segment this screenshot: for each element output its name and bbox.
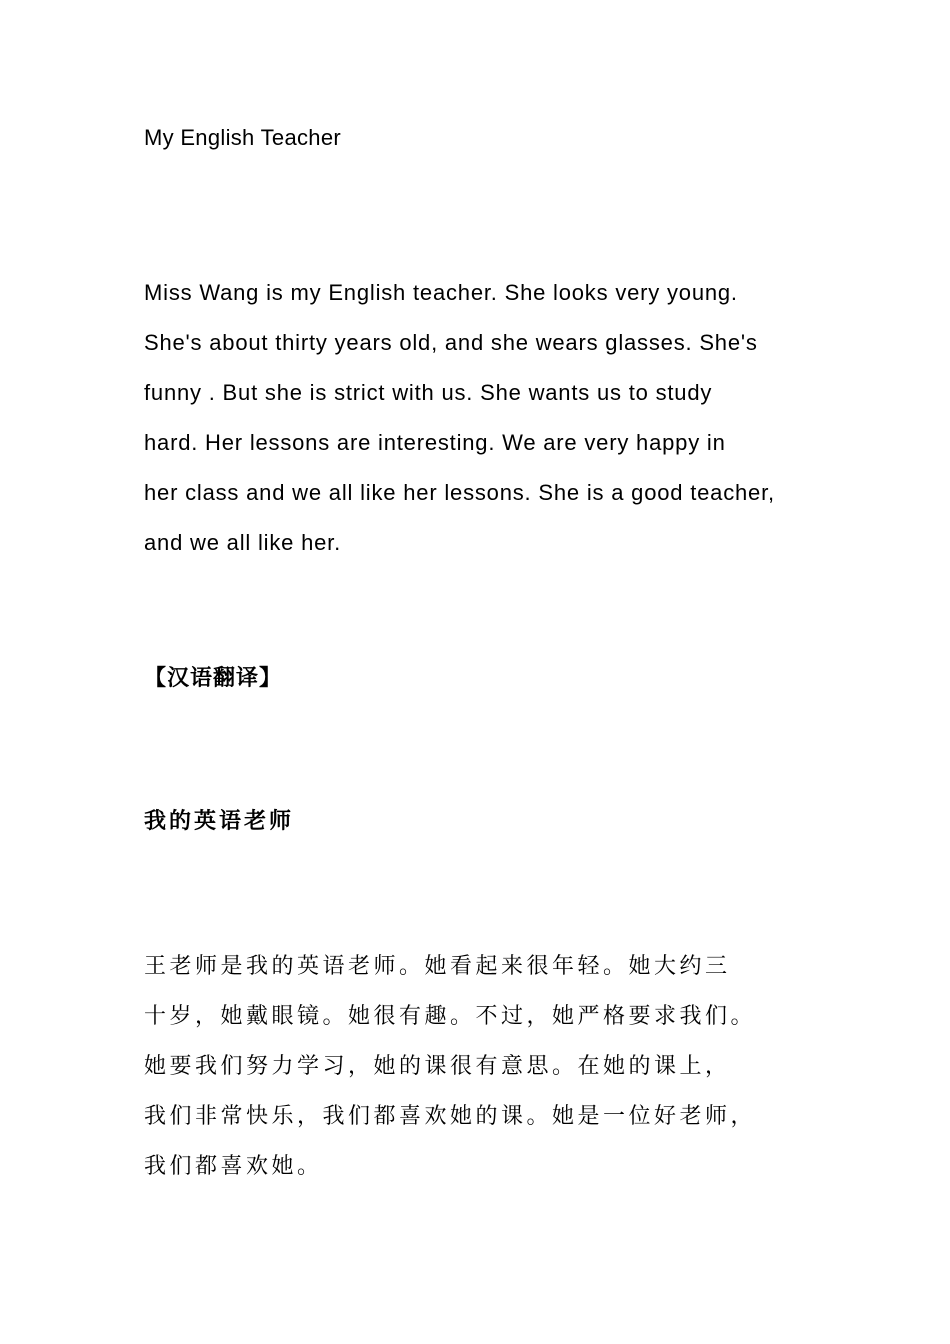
chinese-paragraph-line: 王老师是我的英语老师。她看起来很年轻。她大约三: [144, 954, 731, 979]
english-paragraph: [144, 268, 824, 568]
english-title: My English Teacher: [144, 125, 341, 150]
chinese-title: 我的英语老师: [144, 808, 295, 834]
english-paragraph-line: hard. Her lessons are interesting. We are very happy in: [144, 430, 726, 455]
english-paragraph-line: She's about thirty years old, and she wears glasses. She's: [144, 330, 758, 355]
english-paragraph-line: Miss Wang is my English teacher. She looks very young.: [144, 280, 738, 305]
chinese-paragraph-line: 我们都喜欢她。: [144, 1154, 323, 1179]
english-paragraph-line: and we all like her.: [144, 530, 341, 555]
chinese-paragraph: [144, 942, 824, 1192]
chinese-paragraph-line: 我们非常快乐，我们都喜欢她的课。她是一位好老师，: [144, 1104, 757, 1129]
translation-heading: 【汉语翻译】: [144, 665, 283, 691]
english-paragraph-line: funny . But she is strict with us. She wants us to study: [144, 380, 713, 405]
chinese-paragraph-line: 十岁，她戴眼镜。她很有趣。不过，她严格要求我们。: [144, 1004, 757, 1029]
chinese-paragraph-line: 她要我们努力学习，她的课很有意思。在她的课上，: [144, 1054, 731, 1079]
english-paragraph-line: her class and we all like her lessons. She is a good teacher,: [144, 480, 775, 505]
